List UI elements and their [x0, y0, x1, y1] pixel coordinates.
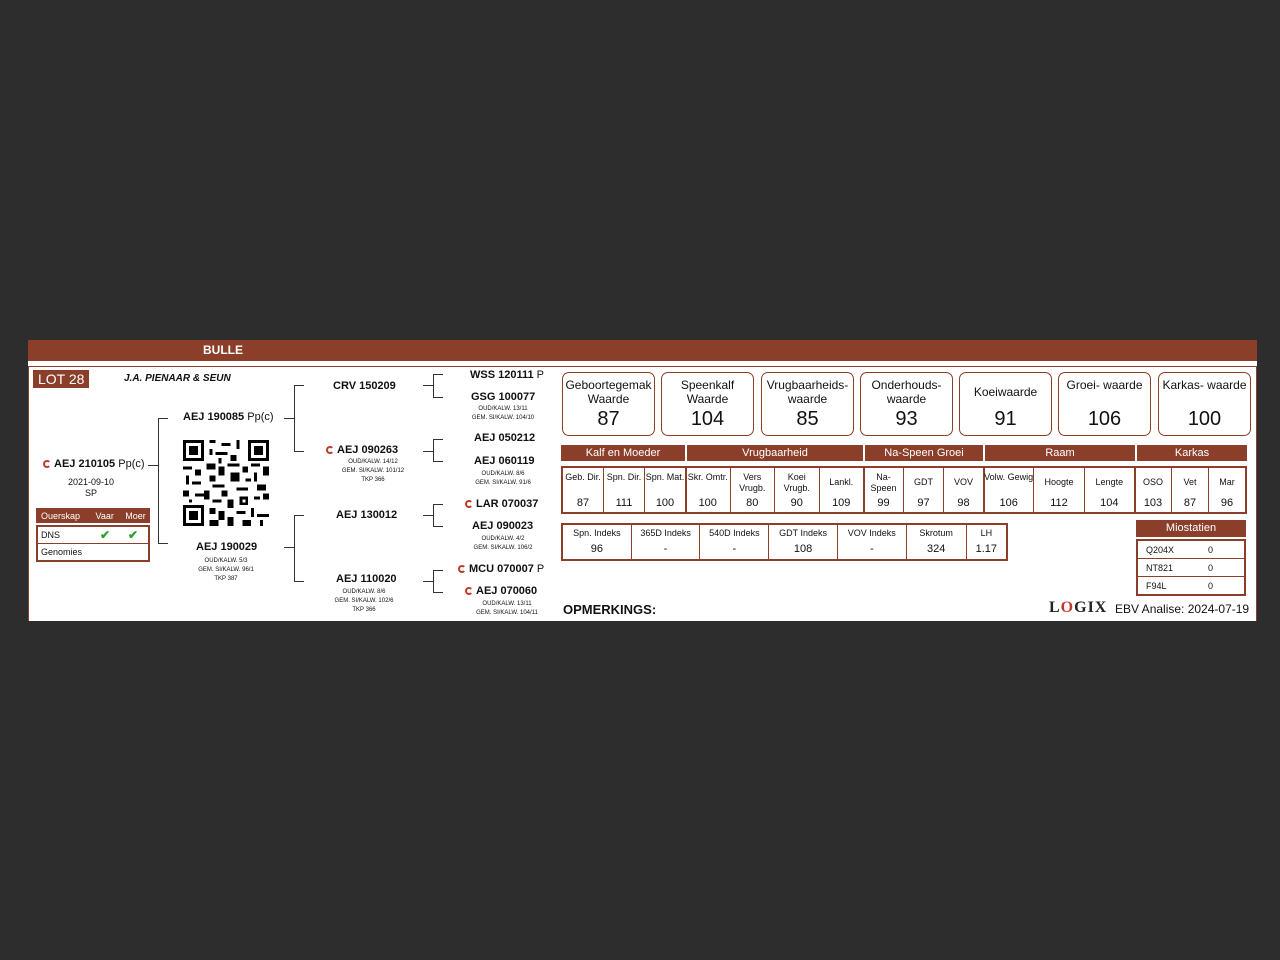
category-title: BULLE	[203, 343, 243, 357]
sire-id: AEJ 190085 Pp(c)	[183, 411, 274, 423]
index-cell: 540D Indeks -	[699, 525, 768, 559]
group-cells-karkas	[1135, 466, 1247, 514]
miostatien-row: Q204X 0	[1146, 544, 1214, 555]
ebv-cell: Hoogte 112	[1033, 468, 1083, 512]
ebv-cell: Vers Vrugb. 80	[730, 468, 775, 512]
dam-dam-details: OUD/KALW. 8/6 GEM. SI/KALW. 102/6 TKP 366	[334, 589, 394, 613]
animal-code: SP	[85, 488, 98, 498]
ebv-cell: OSO 103	[1142, 477, 1163, 509]
animal-id: AEJ 210105 Pp(c)	[43, 458, 145, 470]
dds-id: MCU 070007 P	[458, 563, 544, 575]
value-box-geboortegemak: Geboortegemak Waarde 87	[562, 372, 655, 436]
value-box-koeiwaarde: Koeiwaarde 91	[959, 372, 1052, 436]
ssd-id: GSG 100077	[471, 391, 536, 403]
breed-logo-icon	[465, 587, 473, 595]
parentage-row-genomies: Genomies	[38, 543, 148, 560]
index-table	[561, 523, 1008, 561]
lot-badge: LOT 28	[33, 370, 89, 388]
logix-logo: LOGIX	[1049, 599, 1108, 616]
ebv-cell: VOV 98	[943, 468, 983, 512]
miostatien-row: NT821 0	[1138, 558, 1244, 576]
ddd-details: OUD/KALW. 13/11 GEM. SI/KALW. 104/11	[476, 601, 538, 616]
breed-logo-icon	[465, 500, 473, 508]
group-header-vrugbaarheid: Vrugbaarheid	[687, 445, 863, 461]
value-box-groei: Groei- waarde 106	[1058, 372, 1151, 436]
miostatien-table	[1136, 520, 1246, 596]
value-box-speenkalf: Speenkalf Waarde 104	[661, 372, 754, 436]
ebv-cell: Lengte 104	[1084, 468, 1134, 512]
dam-details: OUD/KALW. 5/3 GEM. SI/KALW. 96/1 TKP 387	[198, 558, 254, 582]
index-cell: LH 1.17	[966, 525, 1006, 559]
index-cell: GDT Indeks 108	[768, 525, 837, 559]
ssd-details: OUD/KALW. 13/11 GEM. SI/KALW. 104/10	[471, 406, 535, 421]
breed-logo-icon	[326, 446, 334, 454]
ebv-cell: GDT 97	[903, 468, 943, 512]
dss-id: LAR 070037	[465, 498, 538, 510]
group-cells-na-speen-groei	[864, 466, 985, 514]
dam-id: AEJ 190029	[196, 541, 258, 553]
ebv-cell: Vet 87	[1171, 468, 1208, 512]
group-cells-raam	[984, 466, 1136, 514]
ebv-analysis-date: EBV Analise: 2024-07-19	[1115, 602, 1250, 616]
ebv-cell: Koei Vrugb. 90	[774, 468, 819, 512]
sire-dam-id: AEJ 090263	[326, 444, 398, 456]
sss-id: WSS 120111 P	[470, 369, 545, 381]
ebv-cell: Lankl. 109	[819, 468, 864, 512]
breed-logo-icon	[458, 565, 466, 573]
value-box-onderhoud: Onderhouds- waarde 93	[860, 372, 953, 436]
group-cells-kalf-moeder	[561, 466, 687, 514]
ebv-cell: Spn. Mat. 100	[644, 468, 685, 512]
qr-code[interactable]	[183, 440, 269, 526]
check-icon: ✔	[100, 528, 111, 542]
ebv-cell: Volw. Gewig 106	[984, 472, 1034, 509]
dsd-id: AEJ 090023	[472, 520, 534, 532]
value-box-karkas: Karkas- waarde 100	[1158, 372, 1251, 436]
ebv-cell: Na- Speen 99	[870, 472, 897, 509]
group-cells-vrugbaarheid	[686, 466, 865, 514]
sds-id: AEJ 050212	[474, 432, 536, 444]
index-cell: Spn. Indeks 96	[573, 528, 621, 555]
ebv-cell: Geb. Dir. 87	[565, 472, 601, 509]
miostatien-header: Miostatien	[1136, 520, 1246, 537]
index-cell: Skrotum 324	[906, 525, 966, 559]
sire-dam-details: OUD/KALW. 14/12 GEM. SI/KALW. 101/12 TKP 366	[341, 459, 405, 483]
dsd-details: OUD/KALW. 4/2 GEM. SI/KALW. 106/2	[473, 536, 533, 551]
sdd-id: AEJ 060119	[474, 455, 535, 467]
sdd-details: OUD/KALW. 8/6 GEM. SI/KALW. 91/6	[475, 471, 531, 486]
parentage-table	[36, 508, 150, 562]
miostatien-row: F94L 0	[1138, 576, 1244, 594]
ebv-cell: Spn. Dir. 111	[603, 468, 644, 512]
remarks-label: OPMERKINGS:	[563, 602, 657, 617]
group-header-kalf-moeder: Kalf en Moeder	[561, 445, 685, 461]
dam-dam-id: AEJ 110020	[336, 573, 397, 585]
index-cell: 365D Indeks -	[631, 525, 700, 559]
group-header-karkas: Karkas	[1137, 445, 1247, 461]
birth-date: 2021-09-10	[68, 477, 115, 487]
parentage-row-dns: DNS ✔ ✔	[41, 528, 139, 542]
ebv-cell: Mar 96	[1208, 468, 1245, 512]
group-header-raam: Raam	[985, 445, 1135, 461]
check-icon: ✔	[128, 528, 139, 542]
breeder-name: J.A. PIENAAR & SEUN	[124, 373, 231, 384]
lot-card	[28, 340, 1257, 621]
category-bar	[28, 340, 1257, 361]
dam-sire-id: AEJ 130012	[336, 509, 398, 521]
breed-logo-icon	[43, 460, 51, 468]
sire-sire-id: CRV 150209	[333, 380, 396, 392]
index-cell: VOV Indeks -	[837, 525, 906, 559]
ddd-id: AEJ 070060	[465, 585, 537, 597]
value-box-vrugbaarheid: Vrugbaarheids- waarde 85	[761, 372, 854, 436]
group-header-na-speen-groei: Na-Speen Groei	[865, 445, 983, 461]
parentage-header: Ouerskap Vaar Moer	[36, 508, 150, 523]
ebv-cell: Skr. Omtr. 100	[687, 472, 728, 509]
